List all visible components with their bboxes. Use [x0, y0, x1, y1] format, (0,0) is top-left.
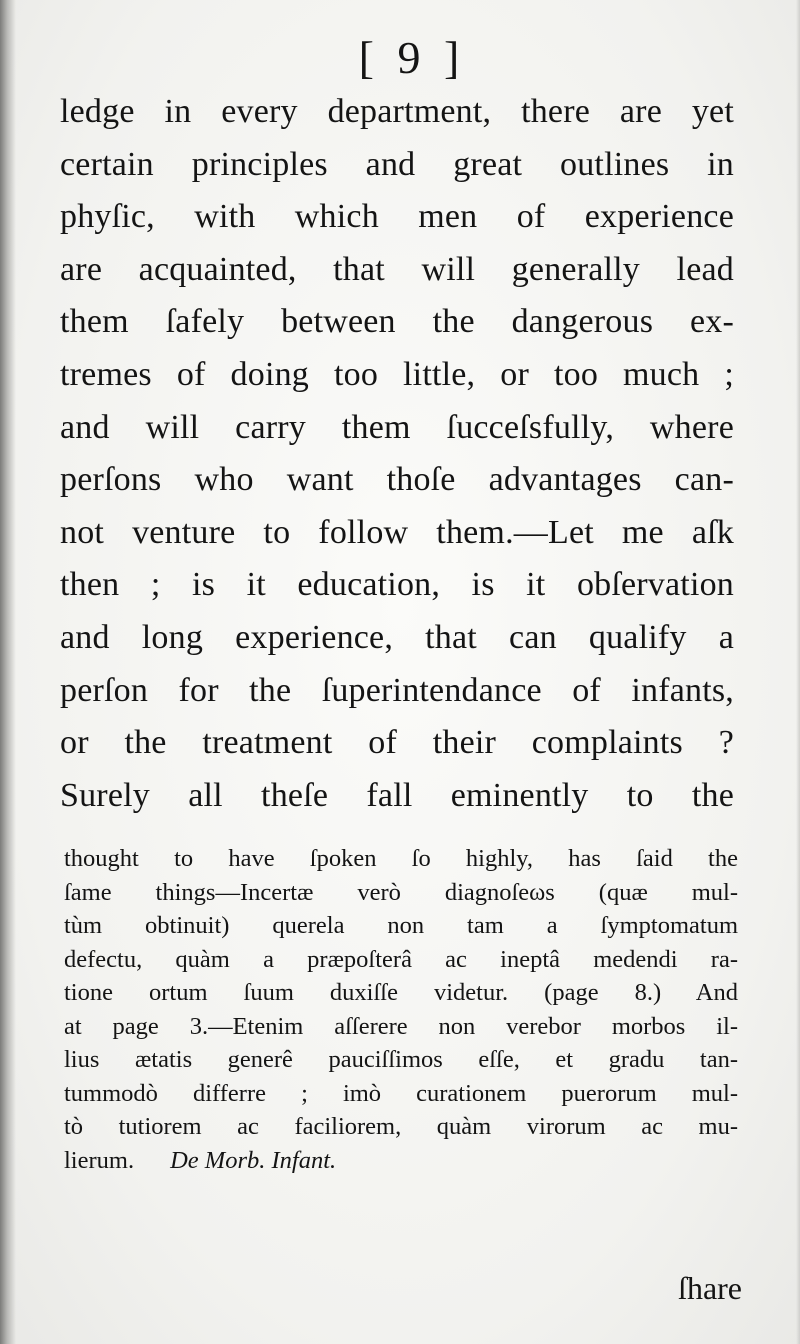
body-line: not venture to follow them.—Let me aſk — [60, 513, 734, 551]
body-text — [60, 86, 734, 822]
body-line: are acquainted, that will generally lead — [60, 250, 734, 288]
body-line: or the treatment of their complaints ? — [60, 724, 734, 762]
footnote-line: lius ætatis generê pauciſſimos eſſe, et gradu tan- — [64, 1046, 738, 1073]
body-line: ledge in every department, there are yet — [60, 93, 734, 130]
body-line: Surely all theſe fall eminently to the — [60, 776, 734, 814]
footnote-line: at page 3.—Etenim aſſerere non verebor morbos il- — [64, 1012, 738, 1040]
page-edge — [796, 0, 800, 1344]
footnote-line: ſame things—Incertæ verò diagnoſeωs (quæ mul- — [64, 878, 738, 906]
footnote-line: defectu, quàm a præpoſterâ ac ineptâ medendi ra- — [64, 945, 738, 973]
page-gutter-shadow — [0, 0, 16, 1344]
footnote-line: thought to have ſpoken ſo highly, has ſaid the — [64, 845, 738, 872]
footnote-line: tummodò differre ; imò curationem puerorum mul- — [64, 1079, 738, 1107]
footnote-line: tione ortum ſuum duxiſſe videtur. (page 8.) And — [64, 979, 738, 1006]
body-line: perſons who want thoſe advantages can- — [60, 461, 734, 499]
body-line: certain principles and great outlines in — [60, 145, 734, 183]
footnote-line: tùm obtinuit) querela non tam a ſymptomatum — [64, 912, 738, 939]
body-line: perſon for the ſuperintendance of infants, — [60, 671, 734, 709]
footnote-line: tò tutiorem ac faciliorem, quàm virorum ac mu- — [64, 1113, 738, 1140]
body-line: phyſic, with which men of experience — [60, 198, 734, 236]
page-number: [ 9 ] — [358, 32, 466, 83]
body-line: then ; is it education, is it obſervation — [60, 566, 734, 604]
body-line: and long experience, that can qualify a — [60, 618, 734, 656]
footnote-last-line — [64, 1144, 738, 1178]
footnote-citation: De Morb. Infant. — [170, 1146, 337, 1174]
body-line: them ſafely between the dangerous ex- — [60, 303, 734, 341]
footnote — [64, 842, 738, 1177]
catchword: ſhare — [678, 1270, 742, 1306]
body-line: and will carry them ſucceſsfully, where — [60, 408, 734, 446]
footnote-last-word: lierum. — [64, 1146, 135, 1174]
body-line: tremes of doing too little, or too much ; — [60, 355, 734, 393]
